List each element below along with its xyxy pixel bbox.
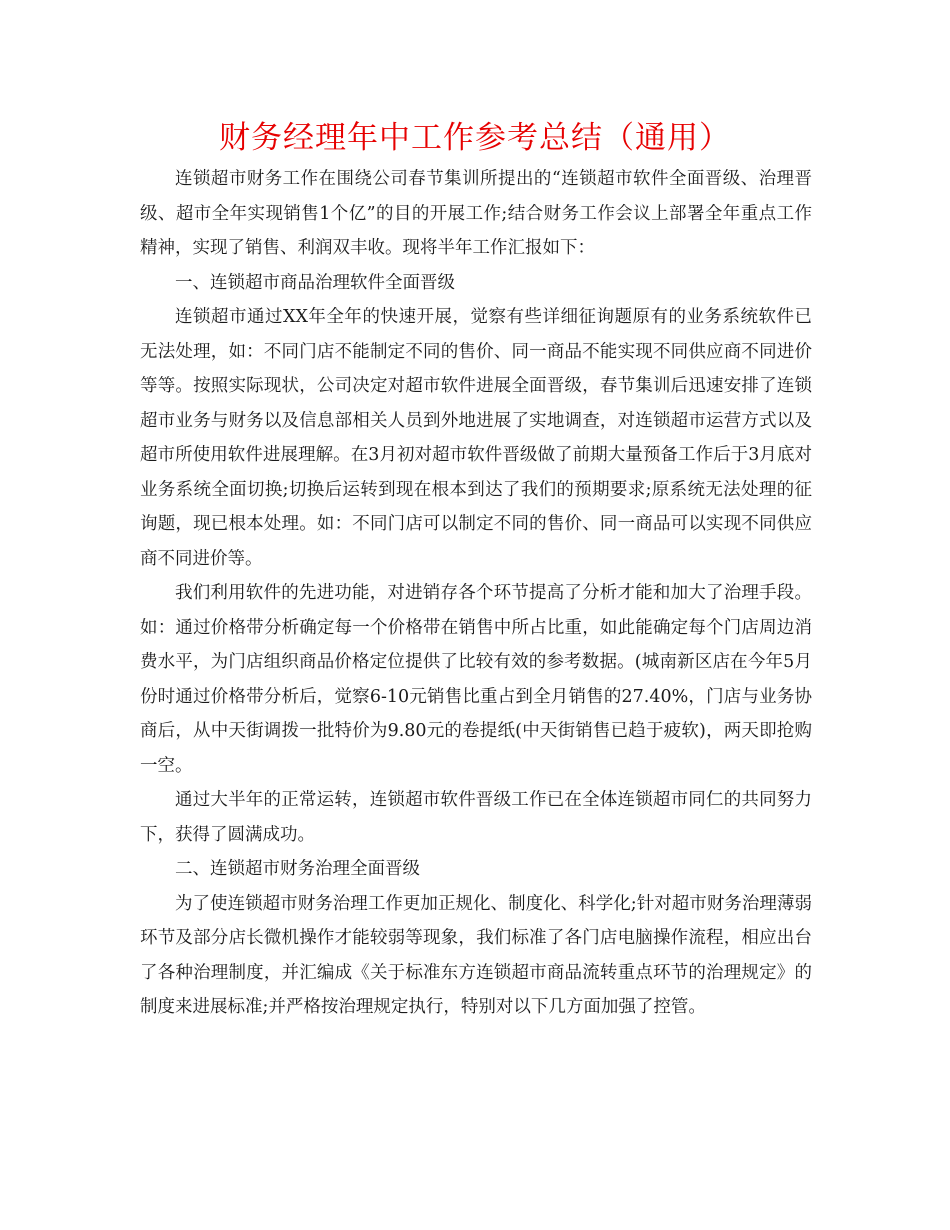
- document-body: [140, 162, 812, 1025]
- paragraph-price-analysis: 我们利用软件的先进功能，对进销存各个环节提高了分析才能和加大了治理手段。如：通过价格带分析确定每一个价格带在销售中所占比重，如此能确定每个门店周边消费水平，为门店组织商品价格定位提供了比较有效的参考数据。(城南新区店在今年5月份时通过价格带分析后，觉察6-10元销售比重占到全月销售的27.40%，门店与业务协商后，从中天街调拨一批特价为9.80元的卷提纸(中天街销售已趋于疲软)，两天即抢购一空。: [140, 583, 812, 776]
- paragraph-finance-management: 为了使连锁超市财务治理工作更加正规化、制度化、科学化;针对超市财务治理薄弱环节及部分店长微机操作才能较弱等现象，我们标准了各门店电脑操作流程，相应出台了各种治理制度，并汇编成《关于标准东方连锁超市商品流转重点环节的治理规定》的制度来进展标准;并严格按治理规定执行，特别对以下几方面加强了控管。: [140, 893, 812, 1017]
- section-heading-2: 二、连锁超市财务治理全面晋级: [175, 859, 420, 879]
- document-title: 财务经理年中工作参考总结（通用）: [219, 120, 731, 156]
- paragraph-software-upgrade: 连锁超市通过XX年全年的快速开展，觉察有些详细征询题原有的业务系统软件已无法处理，如：不同门店不能制定不同的售价、同一商品不能实现不同供应商不同进价等等。按照实际现状，公司决定对超市软件进展全面晋级，春节集训后迅速安排了连锁超市业务与财务以及信息部相关人员到外地进展了实地调查，对连锁超市运营方式以及超市所使用软件进展理解。在3月初对超市软件晋级做了前期大量预备工作后于3月底对业务系统全面切换;切换后运转到现在根本到达了我们的预期要求;原系统无法处理的征询题，现已根本处理。如：不同门店可以制定不同的售价、同一商品可以实现不同供应商不同进价等。: [140, 307, 812, 569]
- section-heading-1: 一、连锁超市商品治理软件全面晋级: [175, 272, 455, 293]
- paragraph-upgrade-success: 通过大半年的正常运转，连锁超市软件晋级工作已在全体连锁超市同仁的共同努力下，获得了圆满成功。: [140, 790, 812, 845]
- paragraph-intro: 连锁超市财务工作在围绕公司春节集训所提出的“连锁超市软件全面晋级、治理晋级、超市全年实现销售1个亿”的目的开展工作;结合财务工作会议上部署全年重点工作精神，实现了销售、利润双丰收。现将半年工作汇报如下：: [140, 169, 812, 258]
